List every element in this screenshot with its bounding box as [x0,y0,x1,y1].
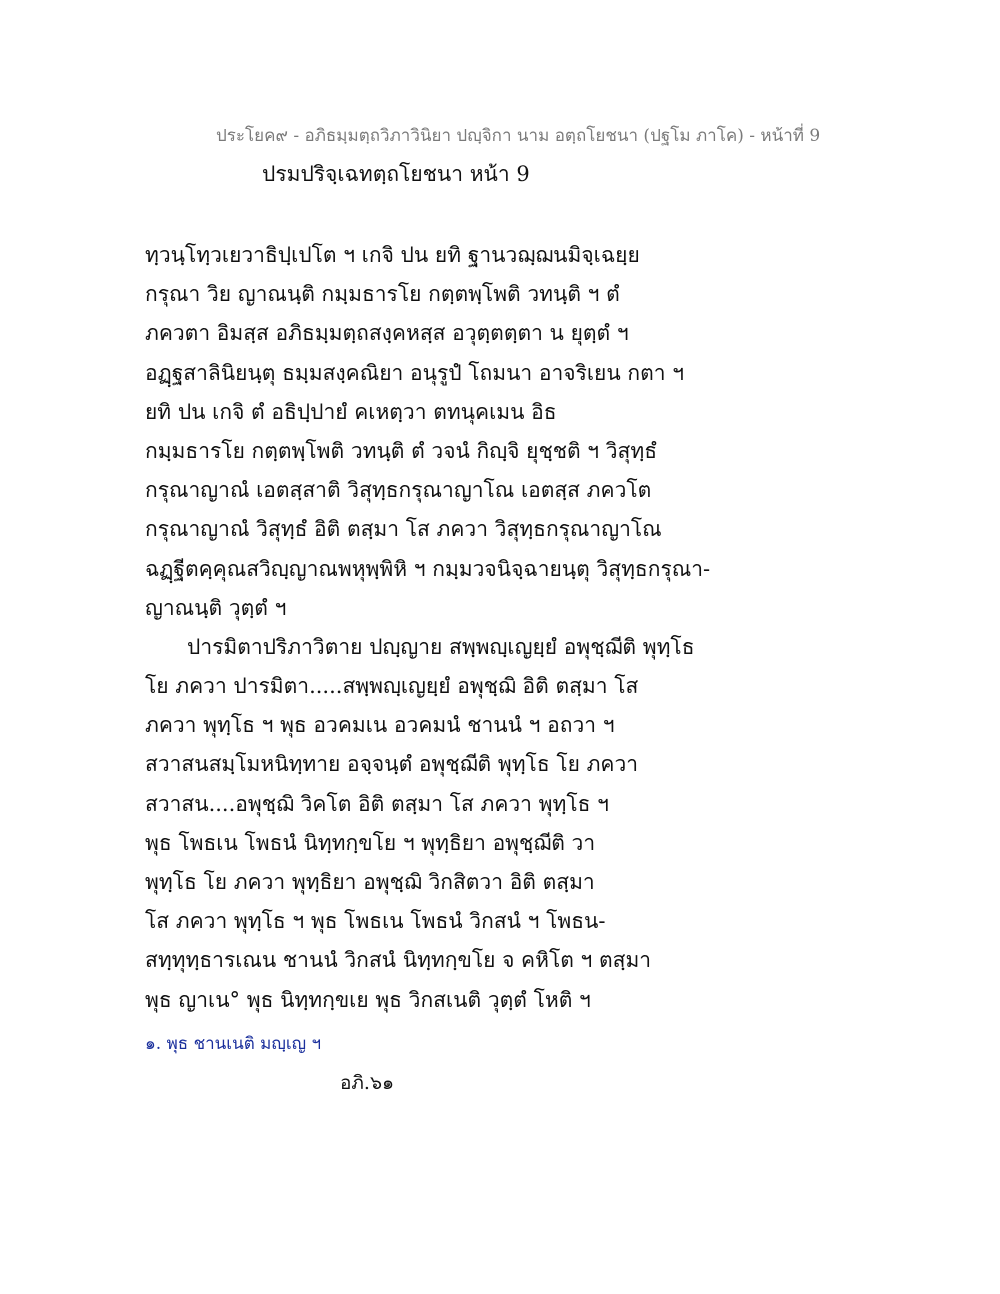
running-header: ประโยค๙ - อภิธมฺมตฺถวิภาวินิยา ปญฺจิกา นาม อตฺถโยชนา (ปฐโม ภาโค) - หน้าที่ 9 [216,126,821,146]
text-line: ฉฏฺฐีตคฺคุณสวิญฺญาณพหุพฺพิหิ ฯ กมฺมวจนิจฺฉายนฺตุ วิสุทฺธกรุณา- [145,556,711,581]
footnote: ๑. พุธ ชานเนติ มญฺเญ ฯ [145,1034,322,1054]
page-reference: อภิ.๖๑ [340,1072,395,1094]
text-line: พุธ ญาเน° พุธ นิทฺทกฺขเย พุธ วิกสเนติ วุตฺตํ โหติ ฯ [145,987,591,1012]
text-line: กรุณา วิย ญาณนฺติ กมฺมธารโย กตฺตพฺโพติ วทนฺติ ฯ ตํ [145,282,620,307]
text-line: ยทิ ปน เกจิ ตํ อธิปฺปายํ คเหตฺวา ตทนุคเมน อิธ [145,399,557,424]
text-line: อฏฺฐสาลินิยนฺตุ ธมฺมสงฺคณิยา อนุรูปํ โถมนา อาจริเยน กตา ฯ [145,360,685,385]
body-text [145,236,845,1020]
text-line: สวาสนสมฺโมหนิทฺทาย อจฺจนฺตํ อพุชฺฌีติ พุทฺโธ โย ภควา [145,752,639,777]
text-line: สวาสน....อพุชฺฌิ วิคโต อิติ ตสฺมา โส ภควา พุทฺโธ ฯ [145,791,609,816]
text-line: สทฺทุทฺธารเณน ชานนํ วิกสนํ นิทฺทกฺขโย จ คหิโต ฯ ตสฺมา [145,948,652,973]
text-line: โย ภควา ปารมิตา.....สพฺพญฺเญยฺยํ อพุชฺฌิ อิติ ตสฺมา โส [145,674,639,699]
section-heading: ปรมปริจฺเฉทตฺถโยชนา หน้า 9 [262,162,530,186]
paragraph-start-line: ปารมิตาปริภาวิตาย ปญฺญาย สพฺพญฺเญยฺยํ อพุชฺฌีติ พุทฺโธ [187,634,695,659]
text-line: ภควา พุทฺโธ ฯ พุธ อวคมเน อวคมนํ ชานนํ ฯ อถวา ฯ [145,713,615,738]
text-line: พุทฺโธ โย ภควา พุทฺธิยา อพุชฺฌิ วิกสิตวา อิติ ตสฺมา [145,870,595,894]
text-line: ภควตา อิมสฺส อภิธมฺมตฺถสงฺคหสฺส อวุตฺตตฺตา น ยุตฺตํ ฯ [145,321,629,346]
text-line: ทฺวนฺโทฺวเยวาธิปฺเปโต ฯ เกจิ ปน ยทิ ฐานวฌฺฌนมิจฺเฉยฺย [145,243,640,267]
text-line: ญาณนฺติ วุตฺตํ ฯ [145,595,287,620]
text-line: โส ภควา พุทฺโธ ฯ พุธ โพธเน โพธนํ วิกสนํ ฯ โพธน- [145,909,606,934]
text-line: กมฺมธารโย กตฺตพฺโพติ วทนฺติ ตํ วจนํ กิญฺจิ ยุชฺชติ ฯ วิสุทฺธํ [145,438,658,463]
text-line: กรุณาญาณํ วิสุทฺธํ อิติ ตสฺมา โส ภควา วิสุทฺธกรุณาญาโณ [145,517,662,542]
text-line: พุธ โพธเน โพธนํ นิทฺทกฺขโย ฯ พุทฺธิยา อพุชฺฌีติ วา [145,830,596,855]
text-line: กรุณาญาณํ เอตสฺสาติ วิสุทฺธกรุณาญาโณ เอตสฺส ภควโต [145,478,652,503]
